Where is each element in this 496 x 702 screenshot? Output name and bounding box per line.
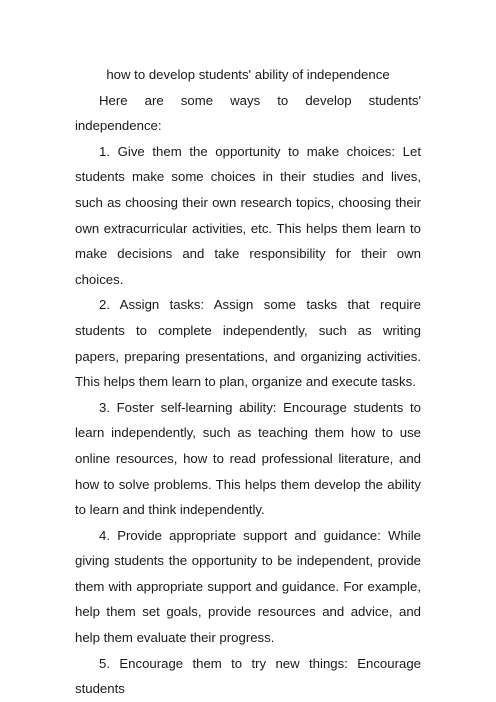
paragraph-support-guidance: 4. Provide appropriate support and guidance: While giving students the opportunity to be independent, provide them with appropriate support and guidance. For example, help them set goals, provide resources and advice, and help them evaluate their progress. — [75, 527, 421, 646]
paragraph-self-learning: 3. Foster self-learning ability: Encourage students to learn independently, such as teaching them how to use online resources, how to read professional literature, and how to solve problems. This helps them develop the ability to learn and think independently. — [75, 399, 421, 518]
document-title: how to develop students' ability of independence — [106, 67, 390, 82]
paragraph-new-things: 5. Encourage them to try new things: Encourage students — [75, 655, 421, 697]
paragraph-choices: 1. Give them the opportunity to make choices: Let students make some choices in their studies and lives, such as choosing their own research topics, choosing their own extracurricular activities, etc. This helps them learn to make decisions and take responsibility for their own choices. — [75, 143, 421, 287]
paragraph-intro: Here are some ways to develop students' independence: — [75, 92, 421, 134]
paragraph-assign-tasks: 2. Assign tasks: Assign some tasks that require students to complete independently, such as writing papers, preparing presentations, and organizing activities. This helps them learn to plan, organize and execute tasks. — [75, 297, 421, 390]
document-body — [75, 62, 421, 702]
